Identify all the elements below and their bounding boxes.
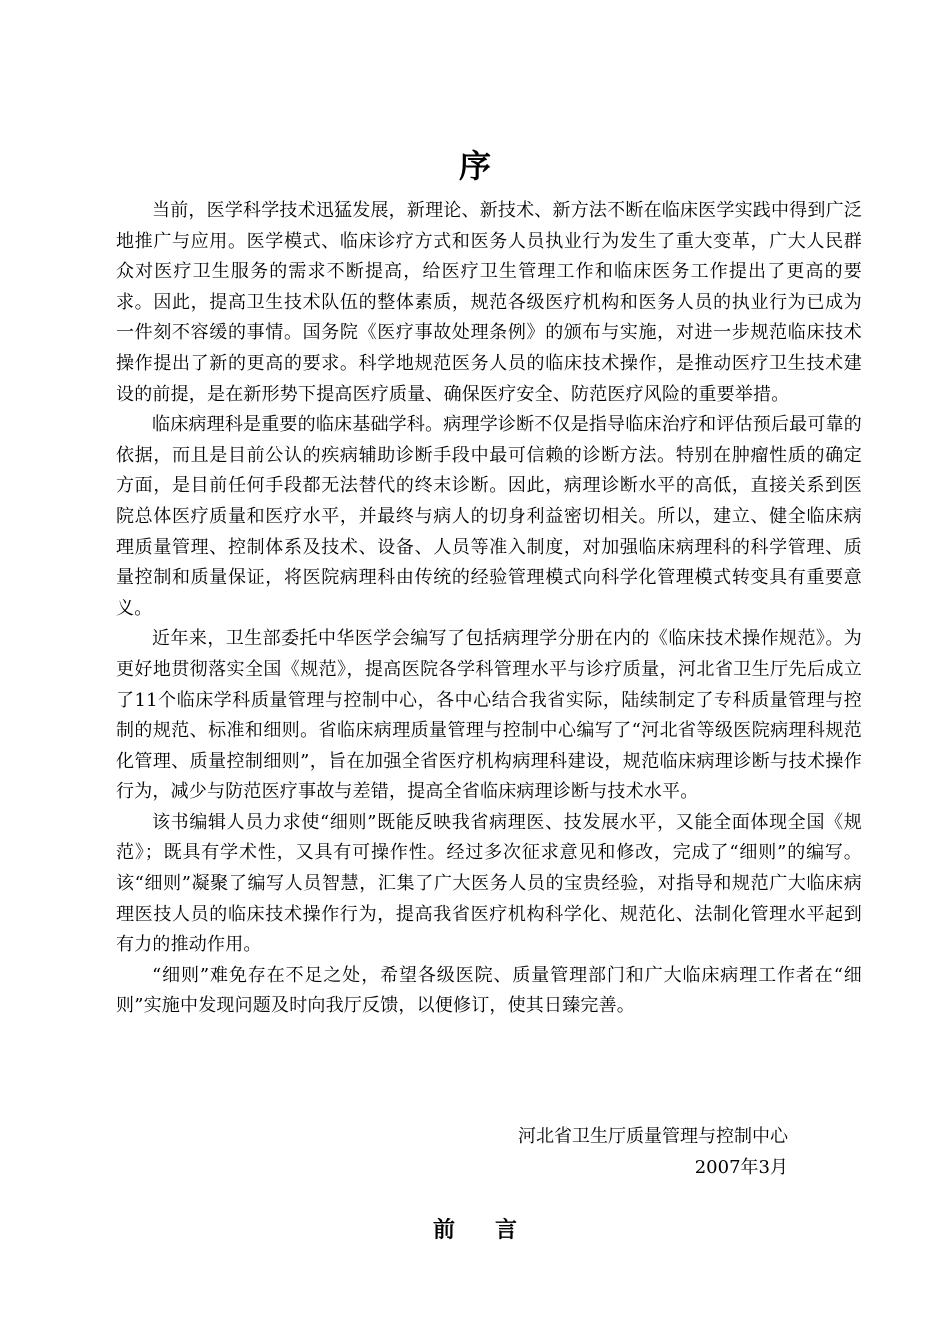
paragraph-2: 临床病理科是重要的临床基础学科。病理学诊断不仅是指导临床治疗和评估预后最可靠的依据，而且是目前公认的疾病辅助诊断手段中最可信赖的诊断方法。特别在肿瘤性质的确定方面，是目前任何手段都无法替代的终末诊断。因此，病理诊断水平的高低，直接关系到医院总体医疗质量和医疗水平，并最终与病人的切身利益密切相关。所以，建立、健全临床病理质量管理、控制体系及技术、设备、人员等准入制度，对加强临床病理科的科学管理、质量控制和质量保证，将医院病理科由传统的经验管理模式向科学化管理模式转变具有重要意义。 <box>116 414 862 619</box>
paragraph-5: “细则”难免存在不足之处，希望各级医院、质量管理部门和广大临床病理工作者在“细则”实施中发现问题及时向我厅反馈，以便修订，使其日臻完善。 <box>116 964 862 1017</box>
paragraph-4: 该书编辑人员力求使“细则”既能反映我省病理医、技发展水平，又能全面体现全国《规范》；既具有学术性，又具有可操作性。经过多次征求意见和修改，完成了“细则”的编写。该“细则”凝聚了编写人员智慧，汇集了广大医务人员的宝贵经验，对指导和规范广大临床病理医技人员的临床技术操作行为，提高我省医疗机构科学化、规范化、法制化管理水平起到有力的推动作用。 <box>116 811 862 956</box>
signature-organization: 河北省卫生厅质量管理与控制中心 <box>518 1126 788 1147</box>
page-title: 序 <box>458 147 491 185</box>
paragraph-1: 当前，医学科学技术迅猛发展，新理论、新技术、新方法不断在临床医学实践中得到广泛地推广与应用。医学模式、临床诊疗方式和医务人员执业行为发生了重大变革，广大人民群众对医疗卫生服务的需求不断提高，给医疗卫生管理工作和临床医务工作提出了更高的要求。因此，提高卫生技术队伍的整体素质，规范各级医疗机构和医务人员的执业行为已成为一件刻不容缓的事情。国务院《医疗事故处理条例》的颁布与实施，对进一步规范临床技术操作提出了新的更高的要求。科学地规范医务人员的临床技术操作，是推动医疗卫生技术建设的前提，是在新形势下提高医疗质量、确保医疗安全、防范医疗风险的重要举措。 <box>116 200 862 405</box>
signature-date: 2007年3月 <box>694 1157 788 1178</box>
next-section-title: 前言 <box>432 1217 557 1243</box>
preface-body <box>116 196 862 1022</box>
paragraph-3: 近年来，卫生部委托中华医学会编写了包括病理学分册在内的《临床技术操作规范》。为更好地贯彻落实全国《规范》，提高医院各学科管理水平与诊疗质量，河北省卫生厅先后成立了11个临床学科质量管理与控制中心，各中心结合我省实际，陆续制定了专科质量管理与控制的规范、标准和细则。省临床病理质量管理与控制中心编写了“河北省等级医院病理科规范化管理、质量控制细则”，旨在加强全省医疗机构病理科建设，规范临床病理诊断与技术操作行为，减少与防范医疗事故与差错，提高全省临床病理诊断与技术水平。 <box>116 628 862 803</box>
